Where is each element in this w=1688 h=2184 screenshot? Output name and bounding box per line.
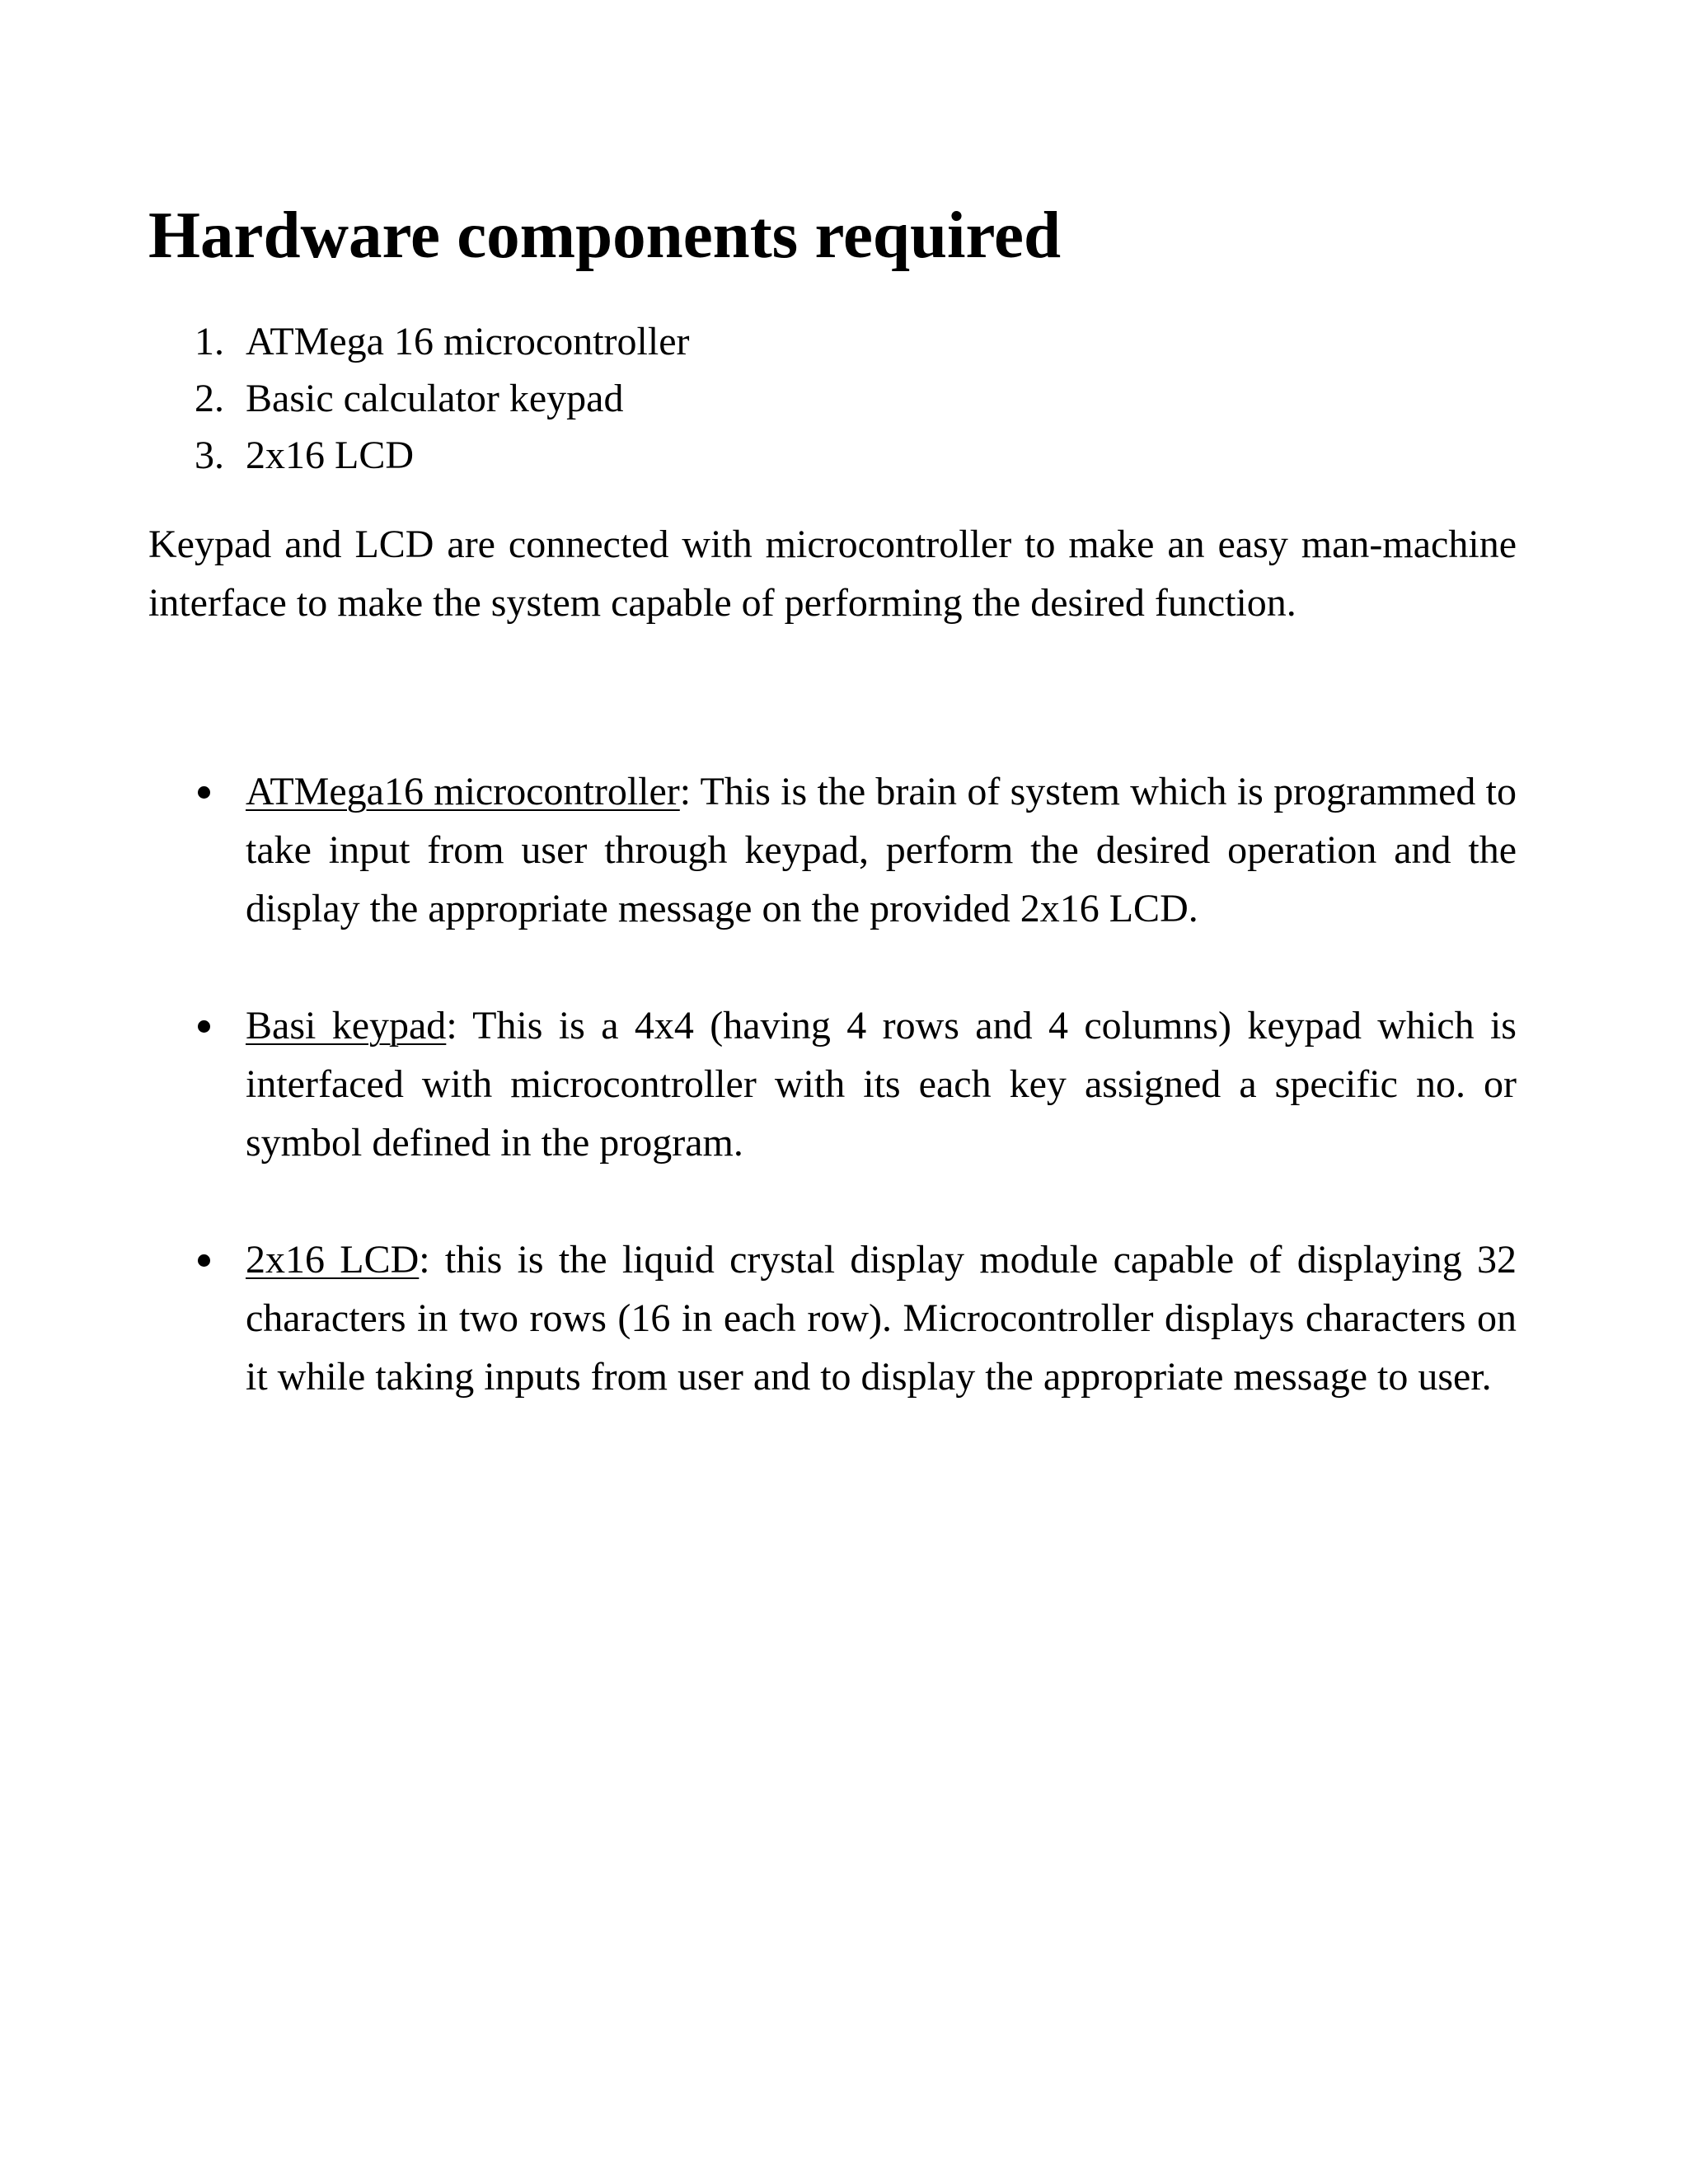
- list-item: [148, 313, 1517, 370]
- detail-text: This is the brain of system which is programmed to take input from user through keypad, perform the desired operation and the display the appropriate message on the provided 2x16 LCD.: [246, 770, 1517, 930]
- bullet-icon: [198, 1254, 210, 1267]
- bullet-icon: [198, 786, 210, 799]
- detail-item: [148, 762, 1517, 938]
- intro-paragraph: Keypad and LCD are connected with microcontroller to make an easy man-machine interface to make the system capable of performing the desired function.: [148, 523, 1517, 625]
- list-number: 3.: [195, 434, 224, 477]
- page-title: Hardware components required: [148, 198, 1061, 272]
- detail-separator: :: [679, 770, 692, 813]
- document-page: [148, 190, 1517, 1406]
- detail-term: Basi keypad: [246, 1004, 447, 1047]
- components-list: [148, 313, 1517, 484]
- detail-separator: :: [419, 1238, 430, 1282]
- detail-text: this is the liquid crystal display module capable of displaying 32 characters in two rows (16 in each row). Microcontroller displays characters on it while taking inputs from user and to display the appropriate message to user.: [246, 1238, 1517, 1399]
- list-item: [148, 370, 1517, 427]
- detail-item: [148, 1230, 1517, 1406]
- list-number: 1.: [195, 320, 224, 363]
- details-list: [148, 762, 1517, 1406]
- detail-item: [148, 996, 1517, 1172]
- list-number: 2.: [195, 377, 224, 420]
- detail-term: ATMega16 microcontroller: [246, 770, 680, 813]
- list-item-text: Basic calculator keypad: [246, 377, 624, 420]
- detail-text: This is a 4x4 (having 4 rows and 4 columns) keypad which is interfaced with microcontroller with its each key assigned a specific no. or symbol defined in the program.: [246, 1004, 1517, 1165]
- list-item-text: 2x16 LCD: [246, 434, 414, 477]
- list-item: [148, 427, 1517, 484]
- bullet-icon: [198, 1020, 210, 1033]
- detail-term: 2x16 LCD: [246, 1238, 420, 1282]
- detail-separator: :: [446, 1004, 457, 1047]
- list-item-text: ATMega 16 microcontroller: [246, 320, 690, 363]
